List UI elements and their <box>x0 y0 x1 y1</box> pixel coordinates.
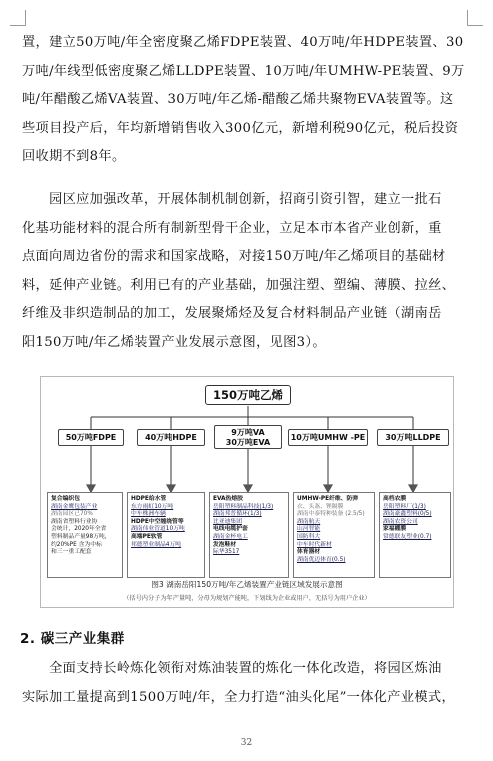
text-line: 实际加工量提高到1500万吨/年，全力打造“油头化尾”一体化产业模式， <box>22 689 455 705</box>
text-line: 全面支持长岭炼化领衔对炼油装置的炼化一体化改造，将园区炼油 <box>22 661 442 676</box>
application-item: 发泡鞋材 <box>213 541 237 548</box>
text-line: 些项目投产后，年均新增销售收入300亿元，新增利税90亿元，税后投资 <box>22 120 459 136</box>
text-line: 吨/年醋酸乙烯VA装置、30万吨/年乙烯-醋酸乙烯共聚物EVA装置等。这 <box>22 92 454 108</box>
application-item: 中车时代新材 <box>297 541 332 548</box>
application-item: 常德联友塑业(0.7) <box>383 533 432 540</box>
eva-applications <box>209 492 289 578</box>
fdpe-applications <box>47 492 123 578</box>
text-line: 料，延伸产业链。利用已有的产业基础，加强注塑、塑编、薄膜、拉丝、 <box>22 277 456 293</box>
umhw-pe-node: 10万吨UMHW -PE <box>288 429 368 446</box>
application-item: 邦德塑业制品4万吨 <box>131 541 182 548</box>
application-item: 电线电缆护套 <box>213 526 248 533</box>
application-item: 约20%PE 含为中标 <box>51 541 102 548</box>
application-item: 湖南园区已70% <box>51 511 93 518</box>
text-line: 置，建立50万吨/年全密度聚乙烯FDPE装置、40万吨/年HDPE装置、30 <box>22 35 464 50</box>
hdpe-applications <box>127 492 205 578</box>
figure-caption: 图3 湖南岳阳150万吨/年乙烯装置产业链区域发展示意图 <box>151 580 343 589</box>
paragraph-project-summary <box>22 29 470 172</box>
application-item: 家福棚膜 <box>383 526 407 533</box>
application-item: 湖南邦普循环(1/3) <box>213 511 262 518</box>
crop-mark-top-left <box>10 10 26 26</box>
application-item: 湖南豪鑫塑料(0/5) <box>383 511 432 518</box>
fdpe-node: 50万吨FDPE <box>58 429 124 446</box>
application-item: UMHW-PE纤维、防弹 <box>297 496 359 502</box>
application-item: 湖南优迈体育(0.5) <box>297 556 346 563</box>
text-line: 点面向周边省份的需求和国家战略，对接150万吨/年乙烯项目的基础材 <box>22 249 446 265</box>
application-item: 会统计，2020年全省 <box>51 526 107 533</box>
application-item: 湖南中泰特种装备 (2.5/5) <box>297 511 365 518</box>
application-item: 湖南农资公司 <box>383 518 418 525</box>
application-item: 岳阳塑料厂(1/3) <box>383 503 426 510</box>
application-item: 体育器材 <box>297 549 321 556</box>
application-item: 湖南省塑料行业协 <box>51 518 98 525</box>
application-item: 比亚迪集团 <box>213 518 242 525</box>
application-item: 中车株洲车辆 <box>131 511 166 518</box>
application-item: 高端PE软管 <box>131 533 163 540</box>
application-item: EVA热熔胶 <box>213 496 243 502</box>
umhw-pe-applications <box>293 492 375 578</box>
text-line: 纤维及非织造制品的加工，发展聚烯烃及复合材料制品产业链（湖南岳 <box>22 306 442 322</box>
application-item: 湖南伟业管道10万吨 <box>131 526 185 533</box>
application-item: 国防科大 <box>297 533 321 540</box>
page-number: 32 <box>240 738 253 748</box>
application-item: 高档农膜 <box>383 496 407 502</box>
text-line: 回收期不到8年。 <box>22 149 126 165</box>
paragraph-c3-cluster <box>22 655 470 712</box>
eva-label: 30万吨EVA <box>225 438 271 447</box>
hdpe-node: 40万吨HDPE <box>137 429 205 446</box>
text-line: 化基功能材料的混合所有制新型骨干企业，立足本市本省产业创新，重 <box>22 220 442 236</box>
paragraph-park-reform <box>22 186 470 358</box>
application-item: 际华3517 <box>213 549 240 556</box>
lldpe-applications <box>379 492 451 578</box>
application-item: 岳阳塑料制品科技(1/3) <box>213 503 274 510</box>
industry-chain-diagram <box>40 376 454 608</box>
lldpe-node: 30万吨LLDPE <box>377 429 449 446</box>
application-item: 复合编织包 <box>51 496 80 502</box>
application-item: 湖南金杯电工 <box>213 533 248 540</box>
application-item: HDPE给水管 <box>131 496 167 502</box>
application-item: 塑料制品产量98万吨， <box>51 533 111 540</box>
va-label: 9万吨VA <box>231 428 265 437</box>
figure-note: （括号内分子为年产量吨，分母为规划产能吨，下划线为企业或用户，无括号为用户企业） <box>123 595 371 602</box>
text-line: 万吨/年线型低密度聚乙烯LLDPE装置、10万吨/年UMHW-PE装置、9万 <box>22 63 465 79</box>
application-item: HDPE中空缠绕管等 <box>131 518 184 525</box>
va-eva-node <box>214 425 282 449</box>
application-item: 山河智能 <box>297 526 321 533</box>
application-item: 衣、头盔、锂隔膜 <box>297 503 344 510</box>
text-line: 园区应加强改革，开展体制机制创新，招商引资引智，建立一批石 <box>22 192 442 207</box>
application-item: 湖南航天 <box>297 518 321 525</box>
crop-mark-top-right <box>467 10 483 26</box>
application-item: 东方雨虹10万吨 <box>131 503 174 510</box>
text-line: 阳150万吨/年乙烯装置产业发展示意图，见图3）。 <box>22 334 326 350</box>
ethylene-root-node: 150万吨乙烯 <box>205 385 291 405</box>
application-item: 和三一重工配套 <box>51 549 92 556</box>
application-item: 湖南金鹰包装产业 <box>51 503 98 510</box>
section-heading: 2. 碳三产业集群 <box>20 631 125 647</box>
